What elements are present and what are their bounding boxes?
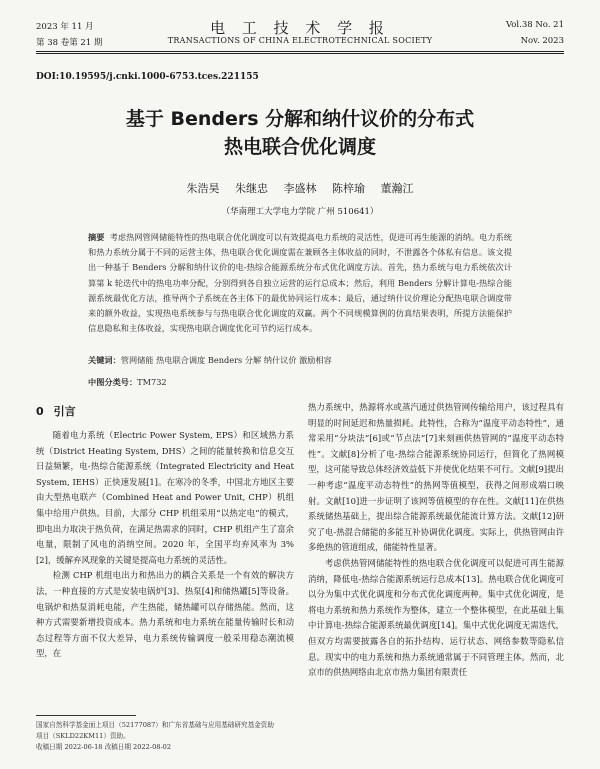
volume-issue-cn: 第 38 卷第 21 期 bbox=[36, 38, 103, 48]
paragraph: 检测 CHP 机组电出力和热出力的耦合关系是一个有效的解决方法，一种直接的方式是安装电锅炉[3]、热泵[4]和储热罐[5]等设备。电锅炉和热泵消耗电能，产生热能，储热罐可以存储热能。然而，这种方式需要新增投资成本。热力系统和电力系统在能量传输时长和动态过程等方面不仅大差异，电力系统传输调度一般采用稳态潮流模型，在 bbox=[36, 570, 294, 659]
classification-value: TM732 bbox=[137, 377, 167, 387]
classification-label: 中图分类号： bbox=[88, 377, 138, 387]
abstract-label: 摘要 bbox=[88, 232, 105, 242]
abstract-text: 考虑热网管网储能特性的热电联合优化调度可以有效提高电力系统的灵活性，促进可再生能源的消纳。电力系统和热力系统分属于不同的运营主体，热电联合优化调度需在兼顾各主体收益的同时，不泄露各个体私有信息。该文提出一种基于 Benders 分解和纳什议价的电-热综合能源系统分布式优化调度方法。首先，热力系统与电力系统依次计算第 k 轮迭代中的热电功率分配，分别得到各自独立运营的运行总成本；然后，利用 Benders 分解计算电-热综合能源系统最优化方法，推导两个子系统在各主体下的最优协同运行成本；最后，通过纳什议价理论分配热电联合调度带来的额外收益，实现热电系统参与与热电联合优化调度的双赢。两个不同规模算例的仿真结果表明，所提方法能保护信息隐私和主体收益，实现热电联合调度优化可节约运行成本。 bbox=[88, 232, 512, 334]
journal-title-en: TRANSACTIONS OF CHINA ELECTROTECHNICAL SOCIETY bbox=[167, 36, 433, 45]
footnote-rule bbox=[36, 715, 136, 716]
section-heading bbox=[36, 403, 76, 419]
footnote-funding: 国家自然科学基金面上项目（52177087）和广东省基础与应用基础研究基金资助 bbox=[36, 721, 274, 729]
issue-date: 2023 年 11 月 bbox=[36, 22, 94, 32]
paragraph: 考虑供热管网储能特性的热电联合优化调度可以促进可再生能源消纳，降低电-热综合能源系统运行总成本[13]。热电联合优化调度可以分为集中式优化调度和分布式优化调度两种。集中式优化调度，是将电力系统和热力系统作为整体，建立一个整体模型，在此基础上集中计算电-热综合能源系统最优调度[14]。集中式优化调度无需迭代，但双方均需要披露各自的拓扑结构、运行状态、网络参数等隐私信息。现实中的电力系统和热力系统通常属于不同管理主体。然而，北京市的供热网络由北京市热力集团有限责任 bbox=[308, 557, 564, 678]
keywords-label: 关键词： bbox=[88, 355, 121, 365]
journal-title-cn: 电 工 技 术 学 报 bbox=[210, 19, 390, 37]
abstract bbox=[88, 230, 512, 336]
issue-month-year: Nov. 2023 bbox=[520, 36, 564, 46]
paper-title-line2: 热电联合优化调度 bbox=[223, 136, 376, 158]
footnote-dates: 收稿日期 2022-06-18 改稿日期 2022-08-02 bbox=[36, 743, 172, 751]
section-title: 引言 bbox=[53, 405, 76, 418]
affiliation: （华南理工大学电力学院 广州 510641） bbox=[221, 207, 379, 217]
header-rule-top bbox=[36, 51, 564, 52]
right-column bbox=[308, 400, 564, 681]
doi[interactable]: DOI:10.19595/j.cnki.1000-6753.tces.221155 bbox=[36, 72, 259, 82]
author-list: 朱浩昊 朱继忠 李盛林 陈梓瑜 董瀚江 bbox=[186, 182, 414, 195]
footnote-funding-cont: 项目（SKLD22KM11）资助。 bbox=[36, 732, 130, 740]
volume-number: Vol.38 No. 21 bbox=[505, 20, 564, 30]
keywords bbox=[88, 355, 512, 366]
keywords-text: 管网储能 热电联合调度 Benders 分解 纳什议价 激励相容 bbox=[120, 355, 332, 365]
paper-title-line1: 基于 Benders 分解和纳什议价的分布式 bbox=[125, 108, 475, 130]
paragraph: 热力系统中，热源将水或蒸汽通过供热管网传输给用户，该过程具有明显的时间延迟和热量损耗。此特性，合称为“温度平动态特性”，通常采用“分块法”[6]或“节点法”[7]来刻画供热管网的“温度平动态特性”。文献[8]分析了电-热综合能源系统协同运行，但简化了热网模型，这可能导致总体经济效益低下并使优化结果不可行。文献[9]提出一种考虑“温度平动态特性”的热网等值模型，获得之间形成端口映射。文献[10]进一步证明了该网等值模型的存在性。文献[11]在供热系统储热基础上，提出综合能源系统最优能流计算方法。文献[12]研究了电-热混合储能的多能互补协调优化调度。实际上，供热管网由许多绝热的管道组成，储能特性显著。 bbox=[308, 402, 564, 553]
header-rule-bottom bbox=[36, 53, 564, 54]
section-number: 0 bbox=[36, 405, 44, 418]
classification bbox=[88, 377, 167, 388]
left-column bbox=[36, 428, 294, 662]
paragraph: 随着电力系统（Electric Power System, EPS）和区域热力系统（District Heating System, DHS）之间的能量转换和信息交互日益频繁，电-热综合能源系统（Integrated Electricity and Heat System, IEHS）正快速发展[1]。在寒冷的冬季，中国北方地区主要由大型热电联产（Combined Heat and Power Unit, CHP）机组集中给用户供热。目前，大部分 CHP 机组采用“以热定电”的模式，即电出力取决于热负荷，在满足热需求的同时，CHP 机组产生了富余电量，限制了风电的消纳空间。2020 年，全国平均弃风率为 3%[2]，缓解弃风现象的关键是提高电力系统的灵活性。 bbox=[36, 430, 294, 565]
